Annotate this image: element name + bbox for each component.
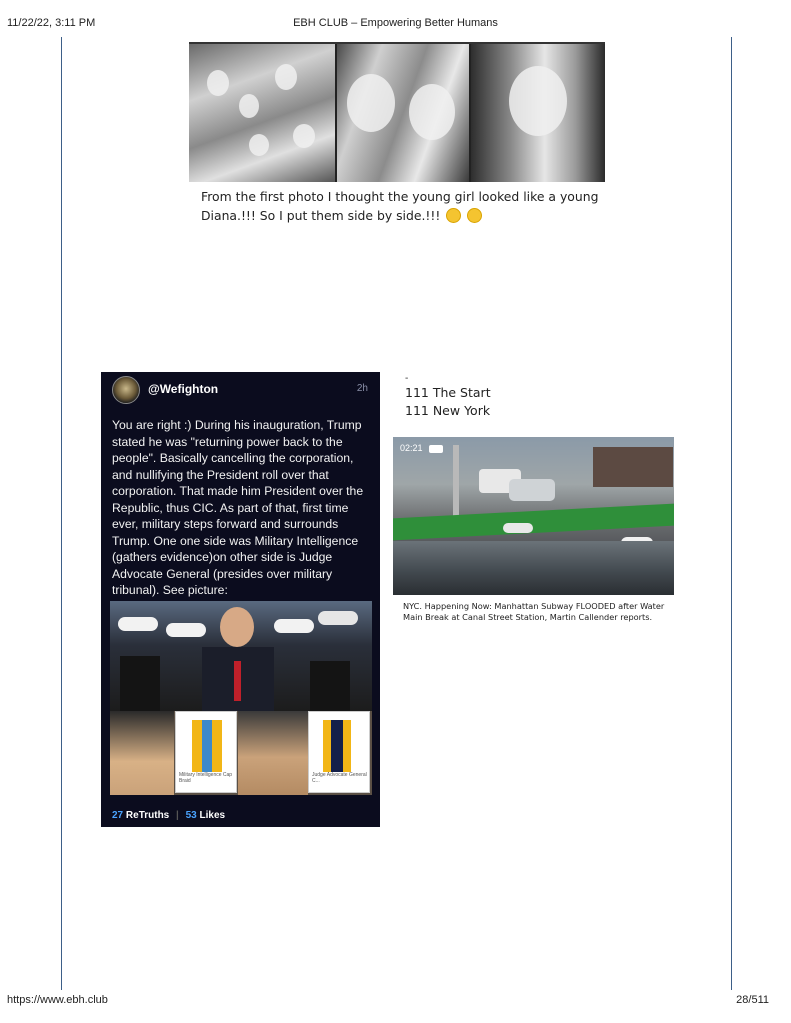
likes-count: 53: [185, 810, 197, 821]
retruths-count: 27: [112, 810, 124, 821]
page-number: 28/511: [736, 994, 769, 1006]
camera-icon: [429, 445, 443, 453]
truth-social-post: [101, 372, 380, 827]
cap-braid-panel: [110, 711, 372, 795]
right-braid-caption: Judge Advocate General C...: [312, 772, 367, 784]
inauguration-photo: [110, 601, 372, 711]
inauguration-image: [110, 601, 372, 795]
print-datetime: 11/22/22, 3:11 PM: [7, 17, 96, 29]
left-margin-rule: [61, 37, 62, 990]
right-margin-rule: [731, 37, 732, 990]
dash-mark: -: [405, 373, 409, 384]
page-url[interactable]: https://www.ebh.club: [7, 994, 108, 1006]
group-photo: [189, 44, 335, 182]
avatar[interactable]: [112, 376, 140, 404]
post-stats: 27 ReTruths | 53 Likes: [112, 810, 226, 821]
post-time: 2h: [356, 383, 368, 394]
thinking-face-icon: [467, 208, 482, 223]
closeup-photo: [337, 44, 469, 182]
likes-label[interactable]: Likes: [199, 810, 226, 821]
post-handle[interactable]: @Wefighton: [148, 382, 219, 396]
photo-caption-text: From the first photo I thought the young girl looked like a young Diana.!!! So I put them side by side.!!!: [201, 189, 599, 223]
diana-photo: [471, 44, 605, 182]
photo-caption: [201, 187, 601, 225]
military-intelligence-braid: [175, 711, 237, 793]
flooded-street-video[interactable]: [393, 437, 674, 595]
page-title: EBH CLUB – Empowering Better Humans: [293, 17, 498, 29]
retruths-label[interactable]: ReTruths: [125, 810, 170, 821]
left-braid-caption: Military Intelligence Cap Braid: [179, 772, 233, 784]
judge-advocate-braid: [308, 711, 370, 793]
post-text: You are right :) During his inauguration, Trump stated he was "returning power back to the people". Basically cancelling the corporation, and nullifying the President roll over that corporation. That made him President over the Republic, thus CIC. As part of that, first time ever, military steps forward and surrounds Trump. One one side was Military Intelligence (gathers evidence)on other side is Judge Advocate General (presides over military tribunal). See picture:: [112, 418, 364, 597]
post-line-1: 111 The Start: [405, 385, 491, 400]
news-caption: NYC. Happening Now: Manhattan Subway FLOODED after Water Main Break at Canal Street Station, Martin Callender reports.: [403, 601, 665, 622]
post-line-2: 111 New York: [405, 403, 491, 418]
video-timestamp: 02:21: [400, 443, 423, 453]
thinking-face-icon: [446, 208, 461, 223]
children-photo-strip: [189, 42, 605, 182]
